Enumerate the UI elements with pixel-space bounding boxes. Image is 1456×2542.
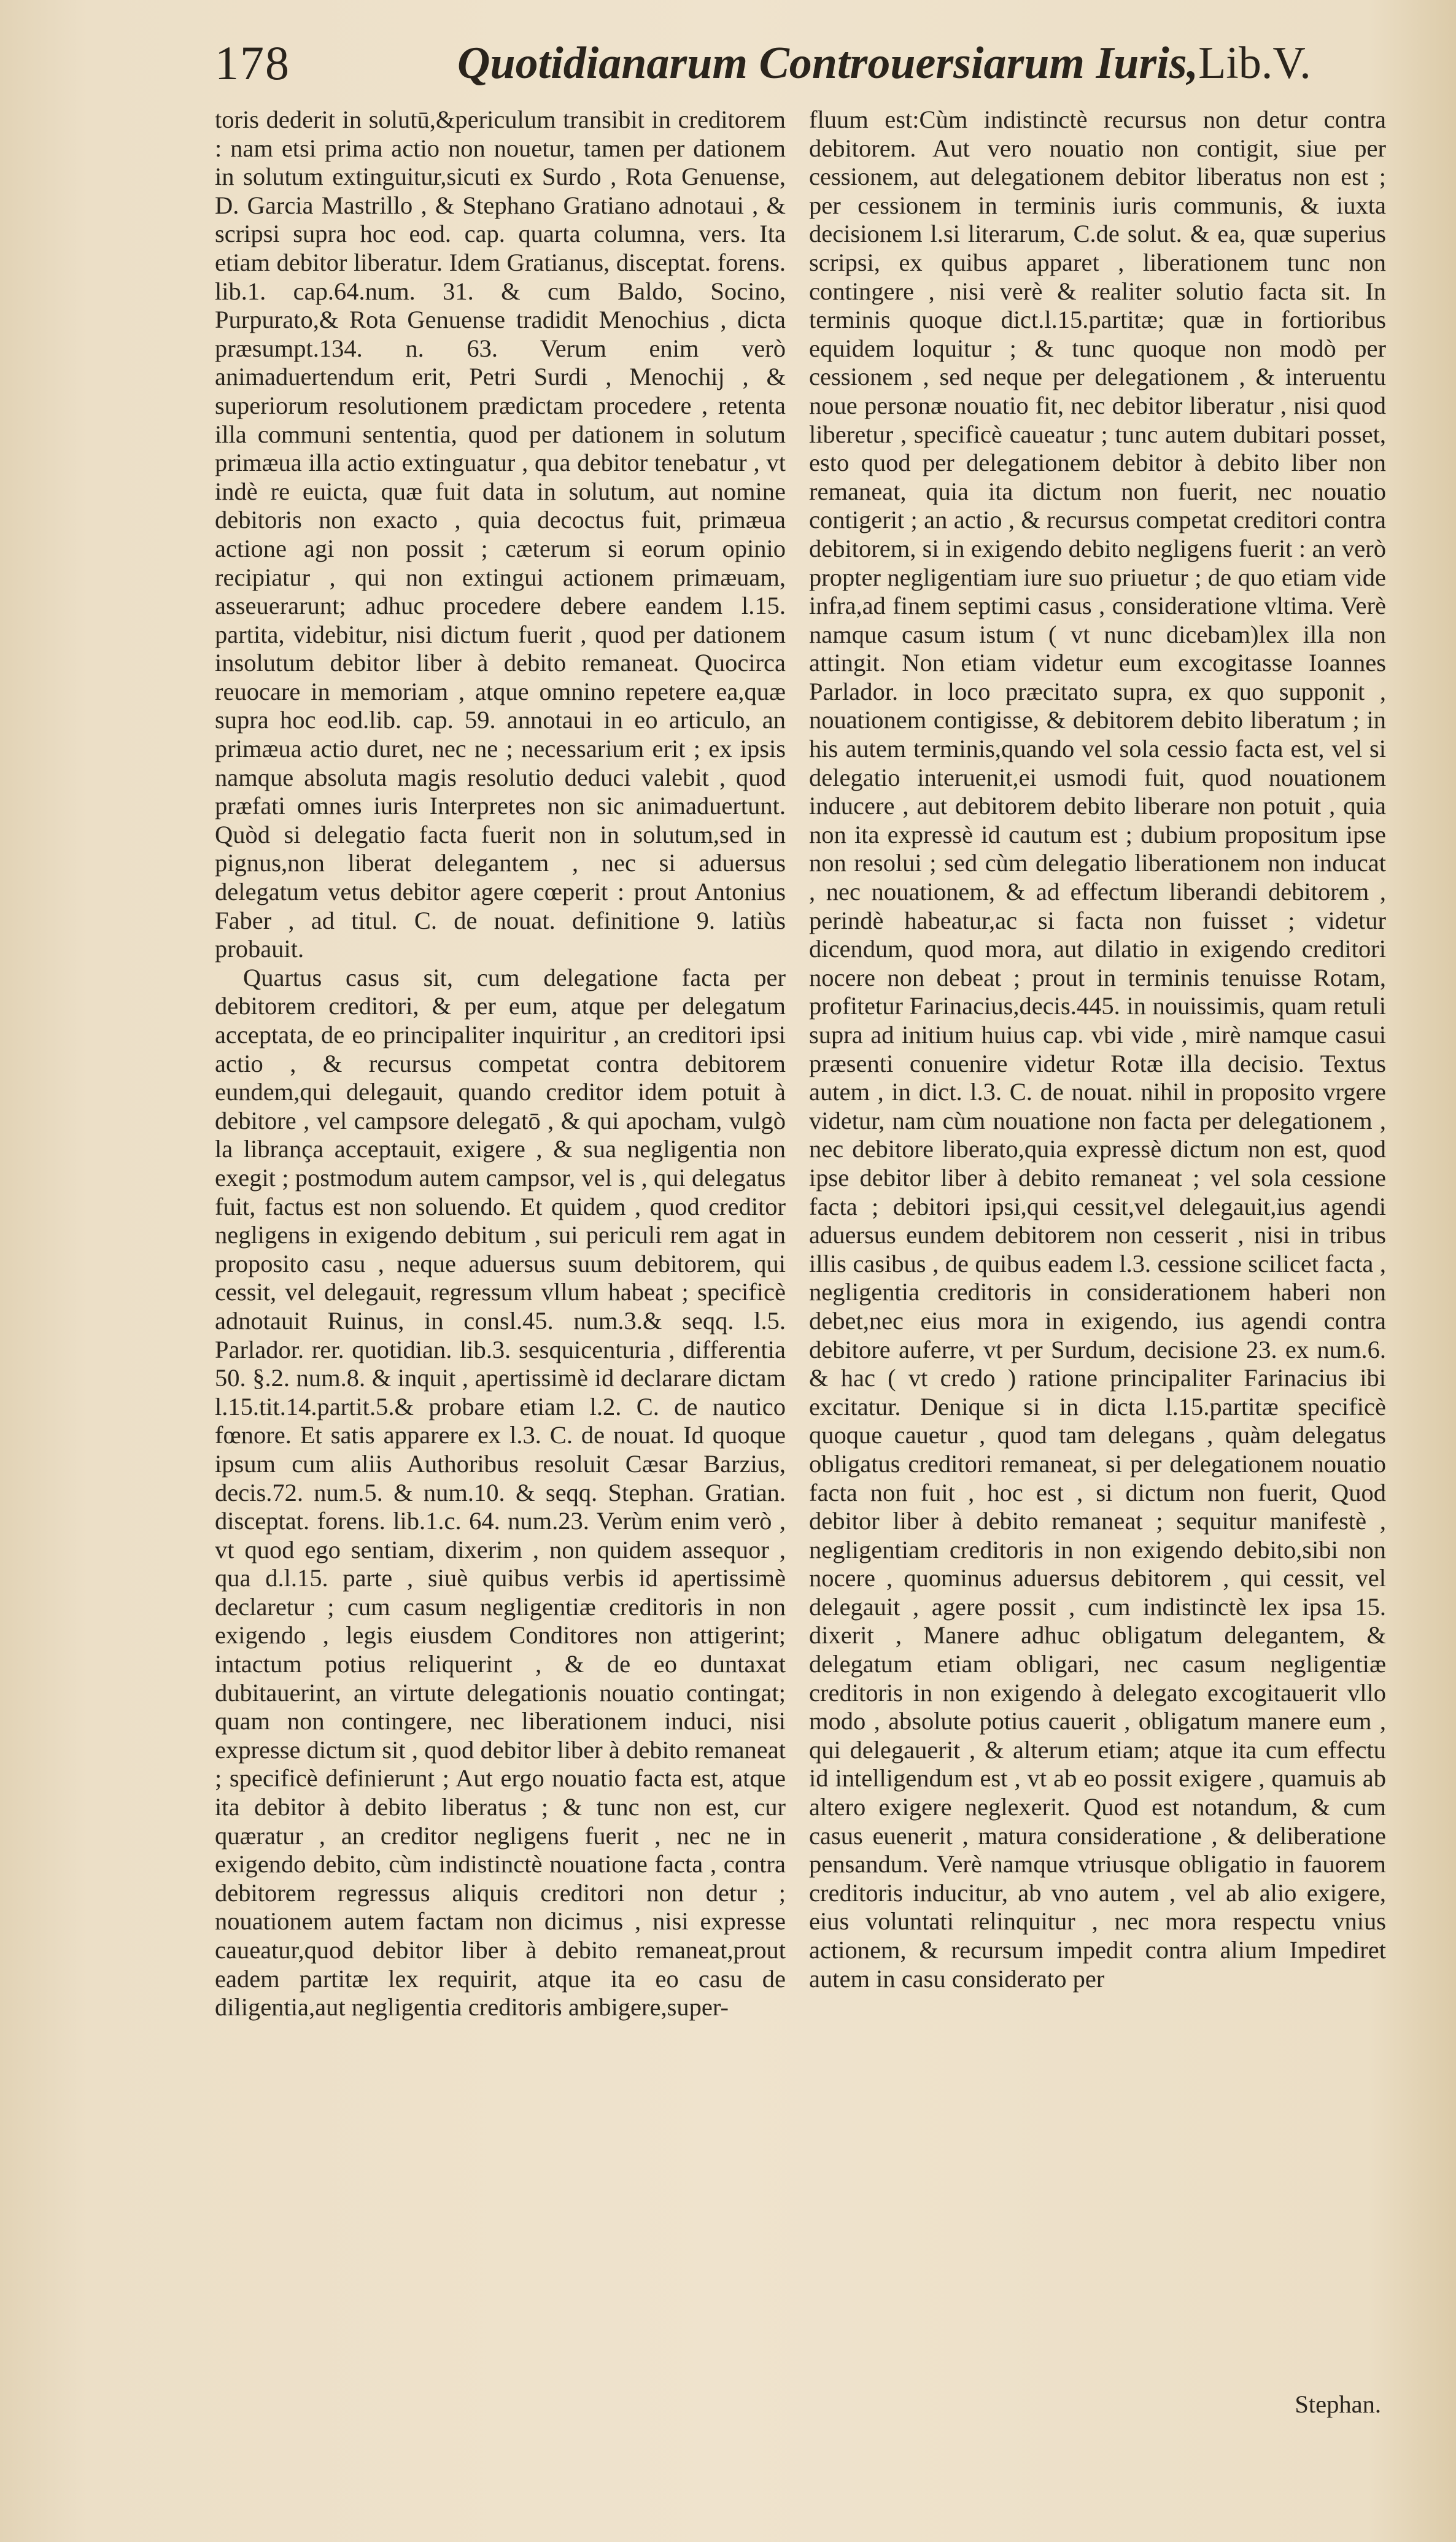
running-title (457, 29, 1311, 97)
right-paragraph-1: fluum est:Cùm indistinctè recursus non detur contra debitorem. Aut vero nouatio non contigit, siue per cessionem, aut delegationem debitor liberatus non est ; per cessionem in terminis iuris communis, & iuxta decisionem l.si literarum, C.de solut. & ea, quæ superius scripsi, ex quibus apparet , liberationem tunc non contingere , nisi verè & realiter solutio facta sit. In terminis quoque dict.l.15.partitæ; quæ in fortioribus equidem loquitur ; & tunc quoque non modò per cessionem , sed neque per delegationem , & interuentu noue personæ nouatio fit, nec debitor liberatur , nisi quod liberetur , specificè caueatur ; tunc autem dubitari posset, esto quod per delegationem debitor à debito liber non remaneat, quia ita dictum non fuerit, nec nouatio contigerit ; an actio , & recursus competat creditori contra debitorem, si in exigendo debito negligens fuerit : an verò propter negligentiam iure suo priuetur ; de quo etiam vide infra,ad finem septimi casus , consideratione vltima. Verè namque casum istum ( vt nunc dicebam)lex illa non attingit. Non etiam videtur eum excogitasse Ioannes Parlador. in loco præcitato supra, ex quo supponit , nouationem contigisse, & debitorem debito liberatum ; in his autem terminis,quando vel sola cessio facta est, vel si delegatio interuenit,ei usmodi fuit, quod nouationem inducere , aut debitorem debito liberare non potuit , quia non ita expressè id cautum est ; dubium propositum ipse non resolui ; sed cùm delegatio liberationem non inducat , nec nouationem, & ad effectum liberandi debitorem , perindè habeatur,ac si facta non fuisset ; videtur dicendum, quod mora, aut dilatio in exigendo creditori nocere non debeat ; prout in terminis tenuisse Rotam, profitetur Farinacius,decis.445. in nouissimis, quam retuli supra ad initium huius cap. vbi vide , mirè namque casui præsenti conuenire videtur Rotæ illa decisio. Textus autem , in dict. l.3. C. de nouat. nihil in proposito vrgere videtur, nam cùm nouatione non facta per delegationem , nec debitore liberato,quia expressè dictum non est, quod ipse debitor liber à debito remaneat ; vel sola cessione facta ; debitori ipsi,qui cessit,vel delegauit,ius agendi aduersus eundem debitorem non cesserit , nisi in tribus illis casibus , de quibus eadem l.3. cessione scilicet facta , negligentia creditoris in considerationem haberi non debet,nec eius mora in exigendo, ius agendi contra debitore auferre, vt per Surdum, decisione 23. ex num.6. & hac ( vt credo ) ratione principaliter Farinacius ibi excitatur. Denique si in dicta l.15.partitæ specificè quoque cauetur , quod tam delegans , quàm delegatus obligatus creditori remaneat, si per delegationem nouatio facta non fuit , hoc est , si dictum non fuerit, Quod debitor liber à debito remaneat ; sequitur manifestè , negligentiam creditoris in non exigendo debito,sibi non nocere , quominus aduersus debitorem , qui cessit, vel delegauit , agere possit , cum indistinctè lex ipsa 15. dixerit , Manere adhuc obligatum delegantem, & delegatum etiam obligari, nec casum negligentiæ creditoris in non exigendo à delegato excogitauerit vllo modo , absolute potius cauerit , obligatum manere eum , qui delegauerit , & alterum etiam; atque ita cum effectu id intelligendum est , vt ab eo possit exigere , quamuis ab altero exigere neglexerit. Quod est notandum, & cum casus euenerit , matura consideratione , & deliberatione pensandum. Verè namque vtriusque obligatio in fauorem creditoris inducitur, ab vno autem , vel ab alio exigere, eius voluntati relinquitur , nec mora respectu vnius actionem, & recursum impedit contra alium Impediret autem in casu considerato per (809, 106, 1386, 1993)
left-paragraph-2: Quartus casus sit, cum delegatione facta per debitorem creditori, & per eum, atque per delegatum acceptata, de eo principaliter inquiritur , an creditori ipsi actio , & recursus competat contra debitorem eundem,qui delegauit, quando creditor idem potuit à debitore , vel campsore delegatō , & qui apocham, vulgò la librança acceptauit, exigere , & sua negligentia non exegit ; postmodum autem campsor, vel is , qui delegatus fuit, factus est non soluendo. Et quidem , quod creditor negligens in exigendo debitum , sui periculi rem agat in proposito casu , neque aduersus suum debitorem, qui cessit, vel delegauit, regressum vllum habeat ; specificè adnotauit Ruinus, in consl.45. num.3.& seqq. l.5. Parlador. rer. quotidian. lib.3. sesquicenturia , differentia 50. §.2. num.8. & inquit , apertissimè id declarare dictam l.15.tit.14.partit.5.& probare etiam l.2. C. de nautico fœnore. Et satis apparere ex l.3. C. de nouat. Id quoque ipsum cum aliis Authoribus resoluit Cæsar Barzius, decis.72. num.5. & num.10. & seqq. Stephan. Gratian. disceptat. forens. lib.1.c. 64. num.23. Verùm enim verò , vt quod ego sentiam, dixerim , non quidem assequor , qua d.l.15. parte , siuè quibus verbis id apertissimè declaretur ; cum casum negligentiæ creditoris in non exigendo , legis eiusdem Conditores non attigerint; intactum potius reliquerint , & de eo duntaxat dubitauerint, an virtute delegationis nouatio contingat; quam non contingere, nec liberationem induci, nisi expresse dictum sit , quod debitor liber à debito remaneat ; specificè definierunt ; Aut ergo nouatio facta est, atque ita debitor à debito liberatus ; & tunc non est, cur quæratur , an creditor negligens fuerit , nec ne in exigendo debito, cùm indistinctè nouatione facta , contra debitorem regressus aliquis creditori non detur ; nouationem autem factam non dicimus , nisi expresse caueatur,quod debitor liber à debito remaneat,prout eadem partitæ lex requirit, atque ita eo casu de diligentia,aut negligentia creditoris ambigere,super- (215, 963, 786, 2021)
page-header (215, 29, 1311, 97)
page-number: 178 (215, 36, 290, 90)
running-title-book: Lib.V. (1198, 38, 1311, 88)
left-paragraph-1: toris dederit in solutū,&periculum transibit in creditorem : nam etsi prima actio non nouetur, tamen per dationem in solutum extinguitur,sicuti ex Surdo , Rota Genuense, D. Garcia Mastrillo , & Stephano Gratiano adnotaui , & scripsi supra hoc eod. cap. quarta columna, vers. Ita etiam debitor liberatur. Idem Gratianus, disceptat. forens. lib.1. cap.64.num. 31. & cum Baldo, Socino, Purpurato,& Rota Genuense tradidit Menochius , dicta præsumpt.134. n. 63. Verum enim verò animaduertendum erit, Petri Surdi , Menochij , & superiorum resolutionem prædictam procedere , retenta illa communi sententia, quod per dationem in solutum primæua illa actio extinguatur , qua debitor tenebatur , vt indè re euicta, quæ fuit data in solutum, aut nomine debitoris non exacto , quia decoctus fuit, primæua actione agi non possit ; cæterum si eorum opinio recipiatur , qui non extingui actionem primæuam, asseuerarunt; adhuc procedere debere eandem l.15. partita, videbitur, nisi dictum fuerit , quod per dationem insolutum debitor liber à debito remaneat. Quocirca reuocare in memoriam , atque omnino repetere ea,quæ supra hoc eod.lib. cap. 59. annotaui in eo articulo, an primæua actio duret, nec ne ; necessarium erit ; ex ipsis namque absoluta magis resolutio deduci valebit , quod præfati omnes iuris Interpretes non sic animaduertunt. Quòd si delegatio facta fuerit non in solutum,sed in pignus,non liberat delegantem , nec si aduersus delegatum vetus debitor agere cœperit : prout Antonius Faber , ad titul. C. de nouat. definitione 9. latiùs probauit. (215, 106, 786, 963)
left-column (215, 106, 786, 2022)
running-title-text: Quotidianarum Controuersiarum Iuris, (457, 38, 1199, 88)
catchword: Stephan. (1295, 2390, 1381, 2418)
right-column (809, 106, 1386, 1993)
